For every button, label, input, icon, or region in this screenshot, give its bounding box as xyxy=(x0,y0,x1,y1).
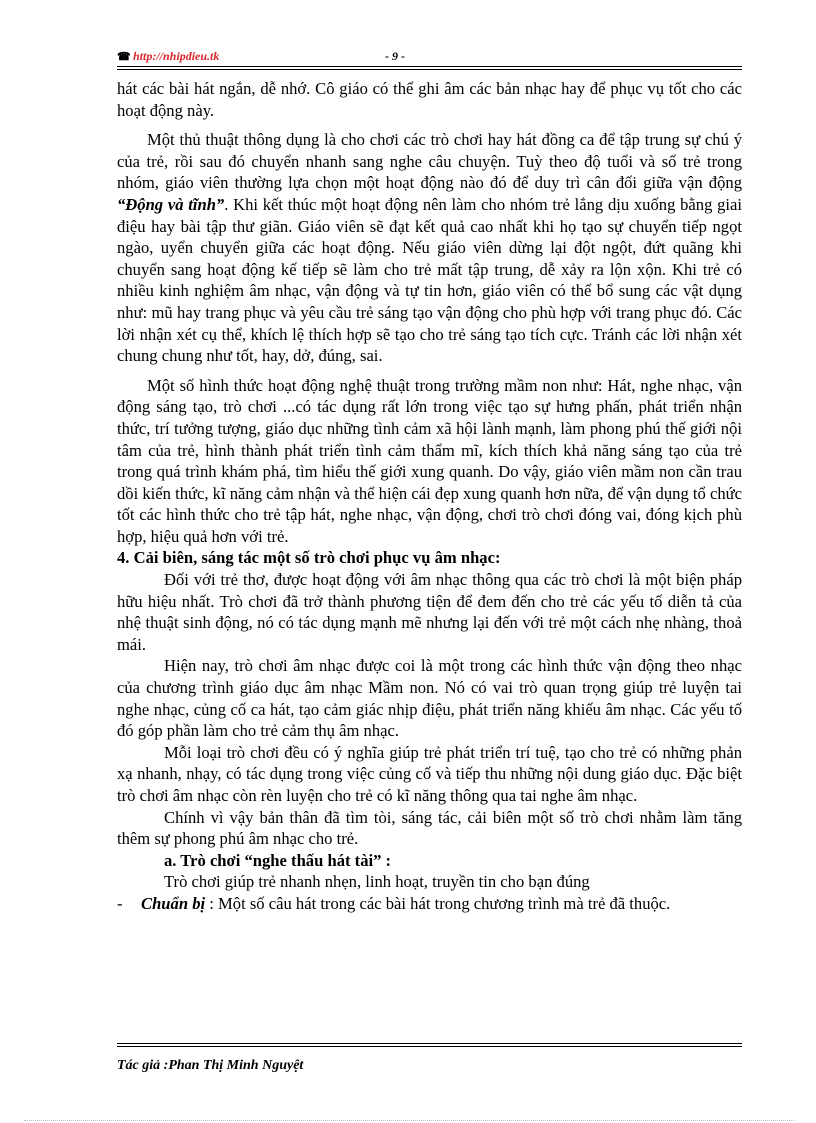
page-bottom-dotted-line xyxy=(24,1120,794,1121)
paragraph: hát các bài hát ngắn, dễ nhớ. Cô giáo có thể ghi âm các bản nhạc hay để phục vụ tốt cho các hoạt động này. xyxy=(117,79,742,120)
paragraph-text: . Khi kết thúc một hoạt động nên làm cho nhóm trẻ lắng dịu xuống bằng giai điệu hay bài tập thư giãn. Giáo viên sẽ đạt kết quả cao nhất khi họ tạo sự chuyển tiếp ngọt ngào, uyển chuyển giữa các hoạt động. Nếu giáo viên dừng lại đột ngột, đứt quãng khi chuyển sang hoạt động kế tiếp sẽ làm cho trẻ mất tập trung, dễ xảy ra lộn xộn. Khi trẻ có nhiều kinh nghiệm âm nhạc, vận động và tự tin hơn, giáo viên có thể bổ sung các vật dụng như: mũ hay trang phục và yêu cầu trẻ sáng tạo vận động cho phù hợp với trang phục đó. Các lời nhận xét cụ thể, khích lệ thích hợp sẽ tạo cho trẻ sáng tạo tích cực. Tránh các lời nhận xét chung chung như tốt, hay, dở, đúng, sai. xyxy=(117,194,742,366)
phone-icon: ☎ xyxy=(117,51,131,63)
emphasis-text: “Động và tĩnh” xyxy=(117,194,225,214)
paragraph: Trò chơi giúp trẻ nhanh nhẹn, linh hoạt, truyền tin cho bạn đúng xyxy=(164,872,590,892)
paragraph: Chính vì vậy bản thân đã tìm tòi, sáng tác, cải biên một số trò chơi nhằm làm tăng thêm sự phong phú âm nhạc cho trẻ. xyxy=(117,807,742,849)
bullet-text: : Một số câu hát trong các bài hát trong chương trình mà trẻ đã thuộc. xyxy=(205,893,671,913)
page-number: - 9 - xyxy=(385,49,405,63)
paragraph: Một số hình thức hoạt động nghệ thuật trong trường mầm non như: Hát, nghe nhạc, vận động sáng tạo, trò chơi ...có tác dụng rất lớn trong việc tạo sự hưng phấn, phát triển nhận thức, trí tưởng tượng, giáo dục những tình cảm xã hội lành mạnh, làm phong phú thế giới nội tâm của trẻ, hình thành phát triển tình cảm thẩm mĩ, kích thích khả năng sáng tạo của trẻ trong quá trình khám phá, tìm hiểu thế giới xung quanh. Do vậy, giáo viên mầm non cần trau dồi kiến thức, kĩ năng cảm nhận và thể hiện cái đẹp xung quanh hơn nữa, để vận dụng tổ chức tốt các hình thức cho trẻ tập hát, nghe nhạc, vận động, chơi trò chơi đóng vai, đóng kịch phù hợp, hiệu quả hơn với trẻ. xyxy=(117,375,742,546)
bullet-label: Chuẩn bị xyxy=(141,893,206,913)
header-rule xyxy=(117,66,742,67)
header-rule-double xyxy=(117,69,742,70)
paragraph: Hiện nay, trò chơi âm nhạc được coi là một trong các hình thức vận động theo nhạc của chương trình giáo dục âm nhạc Mầm non. Nó có vai trò quan trọng giúp trẻ luyện tai nghe nhạc, củng cố ca hát, tạo cảm giác nhịp điệu, phát triển năng khiếu âm nhạc. Các yếu tố đó góp phần làm cho trẻ cảm thụ âm nhạc. xyxy=(117,656,742,741)
paragraph-text: Một thủ thuật thông dụng là cho chơi các trò chơi hay hát đồng ca để tập trung sự chú ý của trẻ, rồi sau đó chuyển nhanh sang nghe câu chuyện. Tuỳ theo độ tuổi và số trẻ trong nhóm, giáo viên thường lựa chọn một hoạt động nào đó để duy trì cân đối giữa vận động xyxy=(117,130,742,193)
document-body xyxy=(117,78,742,915)
paragraph xyxy=(117,129,742,367)
header-url-link[interactable]: http://nhipdieu.tk xyxy=(133,49,220,63)
section-heading: 4. Cải biên, sáng tác một số trò chơi phục vụ âm nhạc: xyxy=(117,548,501,568)
bullet-item xyxy=(117,893,742,915)
footer-rule xyxy=(117,1043,742,1044)
footer-rule-double xyxy=(117,1046,742,1047)
paragraph: Mỗi loại trò chơi đều có ý nghĩa giúp trẻ phát triển trí tuệ, tạo cho trẻ có những phản xạ nhanh, nhạy, có tác dụng trong việc củng cố và tiếp thu những nội dung giáo dục. Đặc biệt trò chơi âm nhạc còn rèn luyện cho trẻ có kĩ năng thông qua tai nghe âm nhạc. xyxy=(117,742,742,805)
footer-author: Tác giả :Phan Thị Minh Nguyệt xyxy=(117,1058,304,1073)
page-header xyxy=(117,46,742,70)
subsection-heading: a. Trò chơi “nghe thấu hát tài” : xyxy=(164,850,392,870)
paragraph: Đối với trẻ thơ, được hoạt động với âm nhạc thông qua các trò chơi là một biện pháp hữu hiệu nhất. Trò chơi đã trở thành phương tiện để đem đến cho trẻ các yếu tố diễn tả của nhệ thuật sinh động, nó có tác dụng mạnh mẽ nhưng lại đến với trẻ một cách nhẹ nhàng, thoả mái. xyxy=(117,570,742,654)
bullet-dash: - xyxy=(117,893,123,913)
